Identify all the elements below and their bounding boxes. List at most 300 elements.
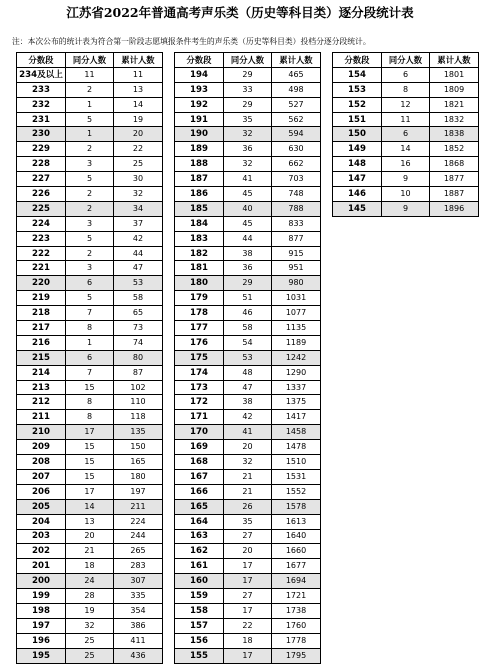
cumulative-cell: 562 [272, 112, 321, 127]
score-cell: 213 [17, 380, 66, 395]
table-row [175, 425, 321, 440]
cumulative-cell: 1077 [272, 306, 321, 321]
score-cell: 193 [175, 82, 224, 97]
count-cell: 32 [224, 127, 272, 142]
table-header-row [333, 53, 479, 68]
count-cell: 33 [224, 82, 272, 97]
count-cell: 5 [66, 231, 114, 246]
cumulative-cell: 37 [114, 216, 163, 231]
score-cell: 168 [175, 455, 224, 470]
count-cell: 5 [66, 172, 114, 187]
cumulative-cell: 915 [272, 246, 321, 261]
score-cell: 186 [175, 187, 224, 202]
table-row [175, 544, 321, 559]
score-cell: 158 [175, 603, 224, 618]
cumulative-cell: 411 [114, 633, 163, 648]
count-cell: 1 [66, 335, 114, 350]
score-cell: 199 [17, 589, 66, 604]
table-row [175, 395, 321, 410]
score-cell: 145 [333, 201, 382, 216]
score-cell: 207 [17, 469, 66, 484]
count-cell: 42 [224, 410, 272, 425]
table-row [17, 142, 163, 157]
count-cell: 24 [66, 574, 114, 589]
cumulative-cell: 354 [114, 603, 163, 618]
score-cell: 219 [17, 291, 66, 306]
header-cell: 分数段 [17, 53, 66, 68]
score-cell: 210 [17, 425, 66, 440]
table-row [17, 276, 163, 291]
table-row [17, 559, 163, 574]
cumulative-cell: 335 [114, 589, 163, 604]
count-cell: 7 [66, 365, 114, 380]
score-cell: 217 [17, 321, 66, 336]
table-row [175, 648, 321, 663]
table-row [175, 291, 321, 306]
cumulative-cell: 1189 [272, 335, 321, 350]
cumulative-cell: 877 [272, 231, 321, 246]
cumulative-cell: 1721 [272, 589, 321, 604]
cumulative-cell: 20 [114, 127, 163, 142]
score-cell: 146 [333, 187, 382, 202]
score-cell: 201 [17, 559, 66, 574]
count-cell: 26 [224, 499, 272, 514]
cumulative-cell: 118 [114, 410, 163, 425]
count-cell: 21 [224, 484, 272, 499]
score-cell: 218 [17, 306, 66, 321]
cumulative-cell: 42 [114, 231, 163, 246]
table-row [175, 321, 321, 336]
count-cell: 45 [224, 216, 272, 231]
cumulative-cell: 1887 [430, 187, 479, 202]
cumulative-cell: 465 [272, 67, 321, 82]
score-cell: 150 [333, 127, 382, 142]
cumulative-cell: 594 [272, 127, 321, 142]
table-row [17, 589, 163, 604]
score-cell: 156 [175, 633, 224, 648]
count-cell: 8 [382, 82, 430, 97]
table-row [17, 321, 163, 336]
score-cell: 171 [175, 410, 224, 425]
table-row [175, 261, 321, 276]
score-cell: 180 [175, 276, 224, 291]
count-cell: 15 [66, 455, 114, 470]
score-cell: 163 [175, 529, 224, 544]
score-table-col-3 [332, 52, 479, 217]
table-header-row [175, 53, 321, 68]
score-cell: 226 [17, 187, 66, 202]
cumulative-cell: 833 [272, 216, 321, 231]
count-cell: 32 [66, 618, 114, 633]
cumulative-cell: 1738 [272, 603, 321, 618]
count-cell: 3 [66, 216, 114, 231]
count-cell: 28 [66, 589, 114, 604]
score-cell: 224 [17, 216, 66, 231]
header-cell: 分数段 [175, 53, 224, 68]
cumulative-cell: 1417 [272, 410, 321, 425]
count-cell: 16 [382, 157, 430, 172]
cumulative-cell: 1760 [272, 618, 321, 633]
table-row [17, 440, 163, 455]
table-row [175, 231, 321, 246]
score-cell: 234及以上 [17, 67, 66, 82]
score-cell: 202 [17, 544, 66, 559]
count-cell: 8 [66, 395, 114, 410]
score-cell: 189 [175, 142, 224, 157]
score-cell: 187 [175, 172, 224, 187]
count-cell: 18 [224, 633, 272, 648]
table-row [333, 172, 479, 187]
cumulative-cell: 44 [114, 246, 163, 261]
table-row [17, 484, 163, 499]
score-cell: 229 [17, 142, 66, 157]
cumulative-cell: 1778 [272, 633, 321, 648]
table-row [333, 142, 479, 157]
table-row [175, 618, 321, 633]
header-cell: 同分人数 [224, 53, 272, 68]
count-cell: 20 [66, 529, 114, 544]
cumulative-cell: 1031 [272, 291, 321, 306]
header-cell: 同分人数 [382, 53, 430, 68]
score-cell: 206 [17, 484, 66, 499]
table-row [17, 201, 163, 216]
cumulative-cell: 265 [114, 544, 163, 559]
table-row [17, 216, 163, 231]
count-cell: 38 [224, 246, 272, 261]
count-cell: 15 [66, 440, 114, 455]
score-cell: 198 [17, 603, 66, 618]
table-row [175, 499, 321, 514]
table-row [175, 276, 321, 291]
cumulative-cell: 30 [114, 172, 163, 187]
table-row [333, 201, 479, 216]
cumulative-cell: 14 [114, 97, 163, 112]
score-cell: 178 [175, 306, 224, 321]
count-cell: 2 [66, 246, 114, 261]
count-cell: 6 [382, 67, 430, 82]
table-row [17, 544, 163, 559]
score-cell: 151 [333, 112, 382, 127]
count-cell: 15 [66, 380, 114, 395]
table-row [17, 499, 163, 514]
count-cell: 25 [66, 648, 114, 663]
score-cell: 167 [175, 469, 224, 484]
cumulative-cell: 1838 [430, 127, 479, 142]
cumulative-cell: 32 [114, 187, 163, 202]
score-cell: 231 [17, 112, 66, 127]
table-row [175, 440, 321, 455]
table-row [17, 67, 163, 82]
score-cell: 188 [175, 157, 224, 172]
score-cell: 183 [175, 231, 224, 246]
count-cell: 32 [224, 455, 272, 470]
table-row [17, 306, 163, 321]
score-cell: 182 [175, 246, 224, 261]
table-row [175, 574, 321, 589]
cumulative-cell: 19 [114, 112, 163, 127]
table-row [17, 618, 163, 633]
cumulative-cell: 951 [272, 261, 321, 276]
count-cell: 11 [382, 112, 430, 127]
header-cell: 分数段 [333, 53, 382, 68]
cumulative-cell: 1458 [272, 425, 321, 440]
count-cell: 54 [224, 335, 272, 350]
cumulative-cell: 1852 [430, 142, 479, 157]
count-cell: 35 [224, 514, 272, 529]
table-row [333, 67, 479, 82]
count-cell: 36 [224, 261, 272, 276]
table-row [17, 380, 163, 395]
table-row [175, 201, 321, 216]
score-cell: 211 [17, 410, 66, 425]
count-cell: 17 [66, 484, 114, 499]
table-row [175, 187, 321, 202]
score-cell: 174 [175, 365, 224, 380]
cumulative-cell: 1801 [430, 67, 479, 82]
cumulative-cell: 180 [114, 469, 163, 484]
table-row [17, 82, 163, 97]
table-row [17, 603, 163, 618]
score-cell: 205 [17, 499, 66, 514]
table-row [175, 484, 321, 499]
score-cell: 157 [175, 618, 224, 633]
cumulative-cell: 1578 [272, 499, 321, 514]
score-cell: 192 [175, 97, 224, 112]
cumulative-cell: 1510 [272, 455, 321, 470]
count-cell: 44 [224, 231, 272, 246]
score-cell: 170 [175, 425, 224, 440]
score-cell: 191 [175, 112, 224, 127]
table-row [175, 529, 321, 544]
cumulative-cell: 1832 [430, 112, 479, 127]
score-cell: 149 [333, 142, 382, 157]
table-row [17, 514, 163, 529]
score-cell: 227 [17, 172, 66, 187]
cumulative-cell: 197 [114, 484, 163, 499]
cumulative-cell: 58 [114, 291, 163, 306]
table-row [175, 306, 321, 321]
score-cell: 197 [17, 618, 66, 633]
cumulative-cell: 1135 [272, 321, 321, 336]
count-cell: 14 [382, 142, 430, 157]
table-row [17, 112, 163, 127]
table-row [17, 455, 163, 470]
cumulative-cell: 630 [272, 142, 321, 157]
table-row [17, 231, 163, 246]
table-row [175, 172, 321, 187]
count-cell: 21 [224, 469, 272, 484]
table-row [17, 157, 163, 172]
score-cell: 221 [17, 261, 66, 276]
cumulative-cell: 1478 [272, 440, 321, 455]
cumulative-cell: 703 [272, 172, 321, 187]
cumulative-cell: 224 [114, 514, 163, 529]
count-cell: 58 [224, 321, 272, 336]
header-cell: 累计人数 [430, 53, 479, 68]
score-cell: 228 [17, 157, 66, 172]
count-cell: 9 [382, 201, 430, 216]
cumulative-cell: 87 [114, 365, 163, 380]
cumulative-cell: 244 [114, 529, 163, 544]
cumulative-cell: 1613 [272, 514, 321, 529]
cumulative-cell: 73 [114, 321, 163, 336]
table-row [17, 127, 163, 142]
count-cell: 29 [224, 67, 272, 82]
table-row [175, 82, 321, 97]
header-cell: 累计人数 [272, 53, 321, 68]
score-cell: 215 [17, 350, 66, 365]
table-row [175, 469, 321, 484]
score-cell: 153 [333, 82, 382, 97]
count-cell: 2 [66, 142, 114, 157]
cumulative-cell: 527 [272, 97, 321, 112]
count-cell: 29 [224, 276, 272, 291]
cumulative-cell: 1242 [272, 350, 321, 365]
table-row [175, 246, 321, 261]
table-row [17, 365, 163, 380]
count-cell: 46 [224, 306, 272, 321]
cumulative-cell: 283 [114, 559, 163, 574]
table-row [17, 574, 163, 589]
count-cell: 1 [66, 127, 114, 142]
count-cell: 40 [224, 201, 272, 216]
cumulative-cell: 102 [114, 380, 163, 395]
cumulative-cell: 1531 [272, 469, 321, 484]
count-cell: 6 [66, 350, 114, 365]
cumulative-cell: 13 [114, 82, 163, 97]
cumulative-cell: 1809 [430, 82, 479, 97]
count-cell: 35 [224, 112, 272, 127]
count-cell: 20 [224, 440, 272, 455]
count-cell: 48 [224, 365, 272, 380]
table-row [175, 335, 321, 350]
count-cell: 5 [66, 112, 114, 127]
header-cell: 累计人数 [114, 53, 163, 68]
cumulative-cell: 74 [114, 335, 163, 350]
count-cell: 20 [224, 544, 272, 559]
count-cell: 15 [66, 469, 114, 484]
count-cell: 19 [66, 603, 114, 618]
score-cell: 179 [175, 291, 224, 306]
count-cell: 1 [66, 97, 114, 112]
score-cell: 223 [17, 231, 66, 246]
count-cell: 41 [224, 425, 272, 440]
cumulative-cell: 1375 [272, 395, 321, 410]
table-row [17, 410, 163, 425]
score-cell: 212 [17, 395, 66, 410]
cumulative-cell: 1694 [272, 574, 321, 589]
table-row [175, 112, 321, 127]
count-cell: 36 [224, 142, 272, 157]
cumulative-cell: 110 [114, 395, 163, 410]
cumulative-cell: 436 [114, 648, 163, 663]
score-cell: 160 [175, 574, 224, 589]
table-row [17, 261, 163, 276]
count-cell: 25 [66, 633, 114, 648]
count-cell: 22 [224, 618, 272, 633]
table-row [175, 142, 321, 157]
score-cell: 204 [17, 514, 66, 529]
count-cell: 27 [224, 589, 272, 604]
score-cell: 200 [17, 574, 66, 589]
count-cell: 3 [66, 261, 114, 276]
score-cell: 190 [175, 127, 224, 142]
score-cell: 194 [175, 67, 224, 82]
table-row [175, 410, 321, 425]
cumulative-cell: 47 [114, 261, 163, 276]
count-cell: 11 [66, 67, 114, 82]
count-cell: 18 [66, 559, 114, 574]
cumulative-cell: 498 [272, 82, 321, 97]
table-row [17, 291, 163, 306]
count-cell: 32 [224, 157, 272, 172]
header-cell: 同分人数 [66, 53, 114, 68]
cumulative-cell: 1868 [430, 157, 479, 172]
cumulative-cell: 1795 [272, 648, 321, 663]
score-cell: 169 [175, 440, 224, 455]
score-cell: 195 [17, 648, 66, 663]
table-row [175, 365, 321, 380]
table-row [17, 187, 163, 202]
count-cell: 45 [224, 187, 272, 202]
count-cell: 17 [224, 559, 272, 574]
count-cell: 12 [382, 97, 430, 112]
score-cell: 161 [175, 559, 224, 574]
cumulative-cell: 1552 [272, 484, 321, 499]
table-row [333, 187, 479, 202]
count-cell: 47 [224, 380, 272, 395]
cumulative-cell: 22 [114, 142, 163, 157]
table-row [175, 97, 321, 112]
table-row [17, 633, 163, 648]
table-row [17, 529, 163, 544]
table-row [17, 335, 163, 350]
table-row [175, 157, 321, 172]
cumulative-cell: 211 [114, 499, 163, 514]
count-cell: 17 [66, 425, 114, 440]
table-row [17, 469, 163, 484]
score-cell: 232 [17, 97, 66, 112]
count-cell: 8 [66, 410, 114, 425]
count-cell: 2 [66, 201, 114, 216]
cumulative-cell: 165 [114, 455, 163, 470]
score-cell: 147 [333, 172, 382, 187]
score-cell: 230 [17, 127, 66, 142]
count-cell: 7 [66, 306, 114, 321]
cumulative-cell: 1677 [272, 559, 321, 574]
table-row [175, 559, 321, 574]
score-cell: 166 [175, 484, 224, 499]
count-cell: 9 [382, 172, 430, 187]
table-row [333, 112, 479, 127]
table-row [175, 67, 321, 82]
cumulative-cell: 1877 [430, 172, 479, 187]
score-cell: 175 [175, 350, 224, 365]
count-cell: 3 [66, 157, 114, 172]
table-row [333, 97, 479, 112]
score-cell: 173 [175, 380, 224, 395]
page-title: 江苏省2022年普通高考声乐类（历史等科目类）逐分段统计表 [66, 5, 414, 20]
score-cell: 148 [333, 157, 382, 172]
cumulative-cell: 135 [114, 425, 163, 440]
score-cell: 172 [175, 395, 224, 410]
table-row [17, 246, 163, 261]
table-header-row [17, 53, 163, 68]
score-cell: 233 [17, 82, 66, 97]
count-cell: 10 [382, 187, 430, 202]
count-cell: 29 [224, 97, 272, 112]
cumulative-cell: 25 [114, 157, 163, 172]
